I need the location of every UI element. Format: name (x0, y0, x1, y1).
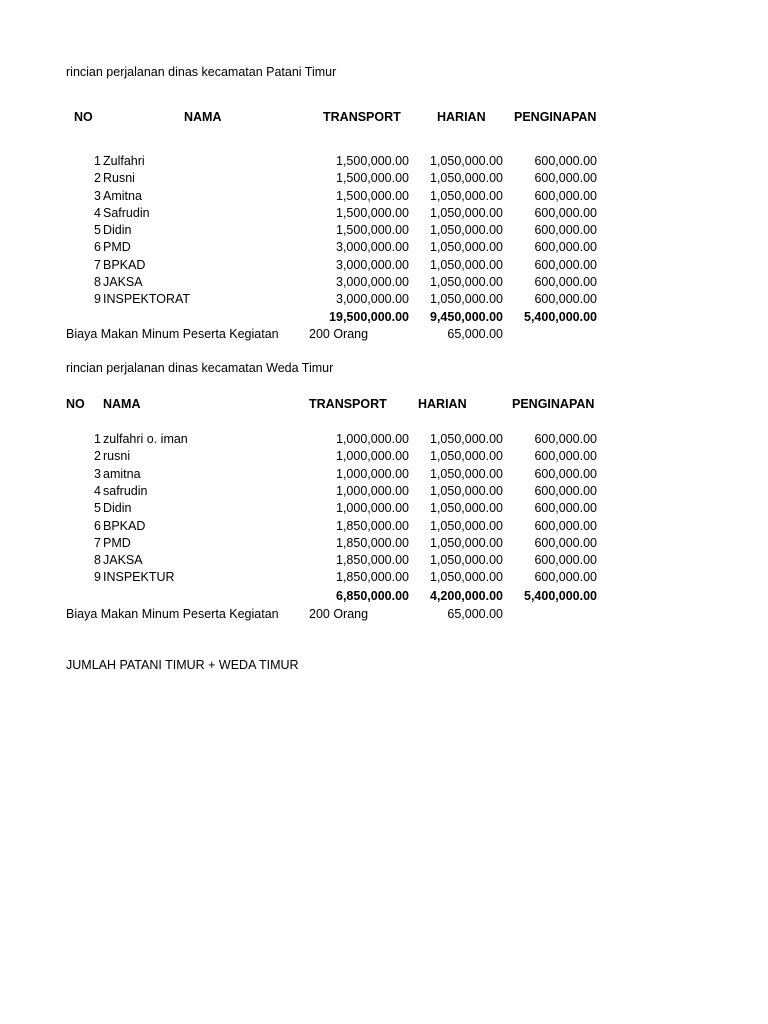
weda-row-nama: rusni (103, 449, 131, 464)
weda-row-nama: safrudin (103, 483, 148, 498)
patani-row-harian: 1,050,000.00 (430, 223, 503, 237)
weda-title: rincian perjalanan dinas kecamatan Weda Timur (66, 361, 334, 375)
patani-row-nama: Amitna (103, 188, 142, 203)
weda-row-no: 9 (94, 570, 101, 585)
patani-row-penginapan: 600,000.00 (534, 154, 597, 168)
weda-row-transport: 1,000,000.00 (336, 466, 409, 481)
weda-row-penginapan: 600,000.00 (534, 466, 597, 481)
jumlah-label: JUMLAH PATANI TIMUR + WEDA TIMUR (66, 658, 299, 672)
patani-row-transport: 1,500,000.00 (336, 154, 409, 168)
patani-header-no: NO (74, 110, 93, 124)
patani-row-nama: JAKSA (103, 274, 143, 289)
weda-row-nama: Didin (103, 501, 132, 516)
patani-row-nama: INSPEKTORAT (103, 292, 191, 306)
weda-row-penginapan: 600,000.00 (534, 535, 597, 550)
patani-row-transport: 3,000,000.00 (336, 240, 409, 255)
weda-total-harian: 4,200,000.00 (430, 589, 503, 603)
weda-row-penginapan: 600,000.00 (534, 570, 597, 585)
weda-row-penginapan: 600,000.00 (534, 553, 597, 568)
patani-row-nama: Zulfahri (103, 154, 145, 168)
weda-row-transport: 1,000,000.00 (336, 432, 409, 446)
patani-row-penginapan: 600,000.00 (534, 257, 597, 272)
weda-row-no: 4 (94, 483, 101, 498)
weda-row-nama: amitna (103, 466, 141, 481)
weda-row-harian: 1,050,000.00 (430, 501, 503, 516)
weda-row-no: 6 (94, 518, 101, 533)
weda-row-penginapan: 600,000.00 (534, 501, 597, 516)
patani-row-penginapan: 600,000.00 (534, 292, 597, 306)
patani-row-no: 6 (94, 240, 101, 255)
weda-row-harian: 1,050,000.00 (430, 570, 503, 585)
patani-total-penginapan: 5,400,000.00 (524, 310, 597, 324)
weda-header-nama: NAMA (103, 397, 141, 411)
patani-biaya-label: Biaya Makan Minum Peserta Kegiatan (66, 327, 279, 341)
weda-header-penginapan: PENGINAPAN (512, 397, 595, 411)
weda-biaya-qty: 200 Orang (309, 607, 369, 621)
patani-row-penginapan: 600,000.00 (534, 223, 597, 237)
weda-row-no: 3 (94, 466, 101, 481)
weda-row-nama: PMD (103, 535, 131, 550)
weda-total-penginapan: 5,400,000.00 (524, 589, 597, 603)
weda-header-transport: TRANSPORT (309, 397, 387, 411)
weda-row-transport: 1,850,000.00 (336, 570, 409, 585)
weda-row-no: 7 (94, 535, 101, 550)
patani-row-nama: Rusni (103, 171, 135, 186)
patani-total-transport: 19,500,000.00 (329, 310, 409, 324)
weda-row-penginapan: 600,000.00 (534, 449, 597, 464)
weda-row-transport: 1,850,000.00 (336, 535, 409, 550)
weda-row-nama: zulfahri o. iman (103, 432, 188, 446)
patani-row-nama: Didin (103, 223, 132, 237)
weda-row-harian: 1,050,000.00 (430, 483, 503, 498)
patani-row-nama: BPKAD (103, 257, 146, 272)
weda-row-harian: 1,050,000.00 (430, 535, 503, 550)
patani-row-penginapan: 600,000.00 (534, 188, 597, 203)
patani-row-no: 2 (94, 171, 101, 186)
patani-row-transport: 1,500,000.00 (336, 188, 409, 203)
patani-row-harian: 1,050,000.00 (430, 154, 503, 168)
weda-row-harian: 1,050,000.00 (430, 553, 503, 568)
weda-row-harian: 1,050,000.00 (430, 432, 503, 446)
patani-header-transport: TRANSPORT (323, 110, 401, 124)
weda-biaya-label: Biaya Makan Minum Peserta Kegiatan (66, 607, 279, 621)
weda-row-penginapan: 600,000.00 (534, 483, 597, 498)
patani-row-transport: 3,000,000.00 (336, 292, 409, 306)
patani-biaya-amount: 65,000.00 (447, 327, 503, 341)
weda-row-no: 1 (94, 432, 101, 446)
weda-row-harian: 1,050,000.00 (430, 466, 503, 481)
patani-row-harian: 1,050,000.00 (430, 205, 503, 220)
patani-row-no: 3 (94, 188, 101, 203)
patani-header-harian: HARIAN (437, 110, 486, 124)
weda-row-transport: 1,000,000.00 (336, 449, 409, 464)
patani-row-no: 1 (94, 154, 101, 168)
weda-row-transport: 1,850,000.00 (336, 553, 409, 568)
patani-row-no: 4 (94, 205, 101, 220)
patani-row-harian: 1,050,000.00 (430, 171, 503, 186)
patani-row-harian: 1,050,000.00 (430, 188, 503, 203)
patani-row-no: 5 (94, 223, 101, 237)
patani-row-transport: 3,000,000.00 (336, 257, 409, 272)
patani-total-harian: 9,450,000.00 (430, 310, 503, 324)
patani-row-harian: 1,050,000.00 (430, 257, 503, 272)
weda-header-no: NO (66, 397, 85, 411)
weda-row-harian: 1,050,000.00 (430, 518, 503, 533)
weda-row-penginapan: 600,000.00 (534, 432, 597, 446)
patani-row-penginapan: 600,000.00 (534, 240, 597, 255)
weda-biaya-amount: 65,000.00 (447, 607, 503, 621)
patani-row-no: 7 (94, 257, 101, 272)
patani-row-nama: PMD (103, 240, 131, 255)
weda-row-transport: 1,000,000.00 (336, 483, 409, 498)
weda-row-penginapan: 600,000.00 (534, 518, 597, 533)
patani-header-penginapan: PENGINAPAN (514, 110, 597, 124)
weda-row-nama: JAKSA (103, 553, 143, 568)
patani-row-harian: 1,050,000.00 (430, 240, 503, 255)
weda-row-transport: 1,850,000.00 (336, 518, 409, 533)
patani-row-no: 8 (94, 274, 101, 289)
patani-row-harian: 1,050,000.00 (430, 292, 503, 306)
patani-row-penginapan: 600,000.00 (534, 171, 597, 186)
patani-row-transport: 3,000,000.00 (336, 274, 409, 289)
patani-row-nama: Safrudin (103, 205, 150, 220)
weda-row-nama: BPKAD (103, 518, 146, 533)
weda-row-no: 5 (94, 501, 101, 516)
weda-row-no: 8 (94, 553, 101, 568)
weda-header-harian: HARIAN (418, 397, 467, 411)
weda-row-transport: 1,000,000.00 (336, 501, 409, 516)
weda-total-transport: 6,850,000.00 (336, 589, 409, 603)
patani-row-harian: 1,050,000.00 (430, 274, 503, 289)
patani-row-penginapan: 600,000.00 (534, 274, 597, 289)
weda-row-harian: 1,050,000.00 (430, 449, 503, 464)
weda-row-no: 2 (94, 449, 101, 464)
patani-row-no: 9 (94, 292, 101, 306)
patani-title: rincian perjalanan dinas kecamatan Patani Timur (66, 65, 337, 79)
patani-row-transport: 1,500,000.00 (336, 205, 409, 220)
patani-header-nama: NAMA (184, 110, 222, 124)
patani-row-transport: 1,500,000.00 (336, 223, 409, 237)
patani-row-transport: 1,500,000.00 (336, 171, 409, 186)
weda-row-nama: INSPEKTUR (103, 570, 175, 585)
patani-row-penginapan: 600,000.00 (534, 205, 597, 220)
patani-biaya-qty: 200 Orang (309, 327, 369, 341)
